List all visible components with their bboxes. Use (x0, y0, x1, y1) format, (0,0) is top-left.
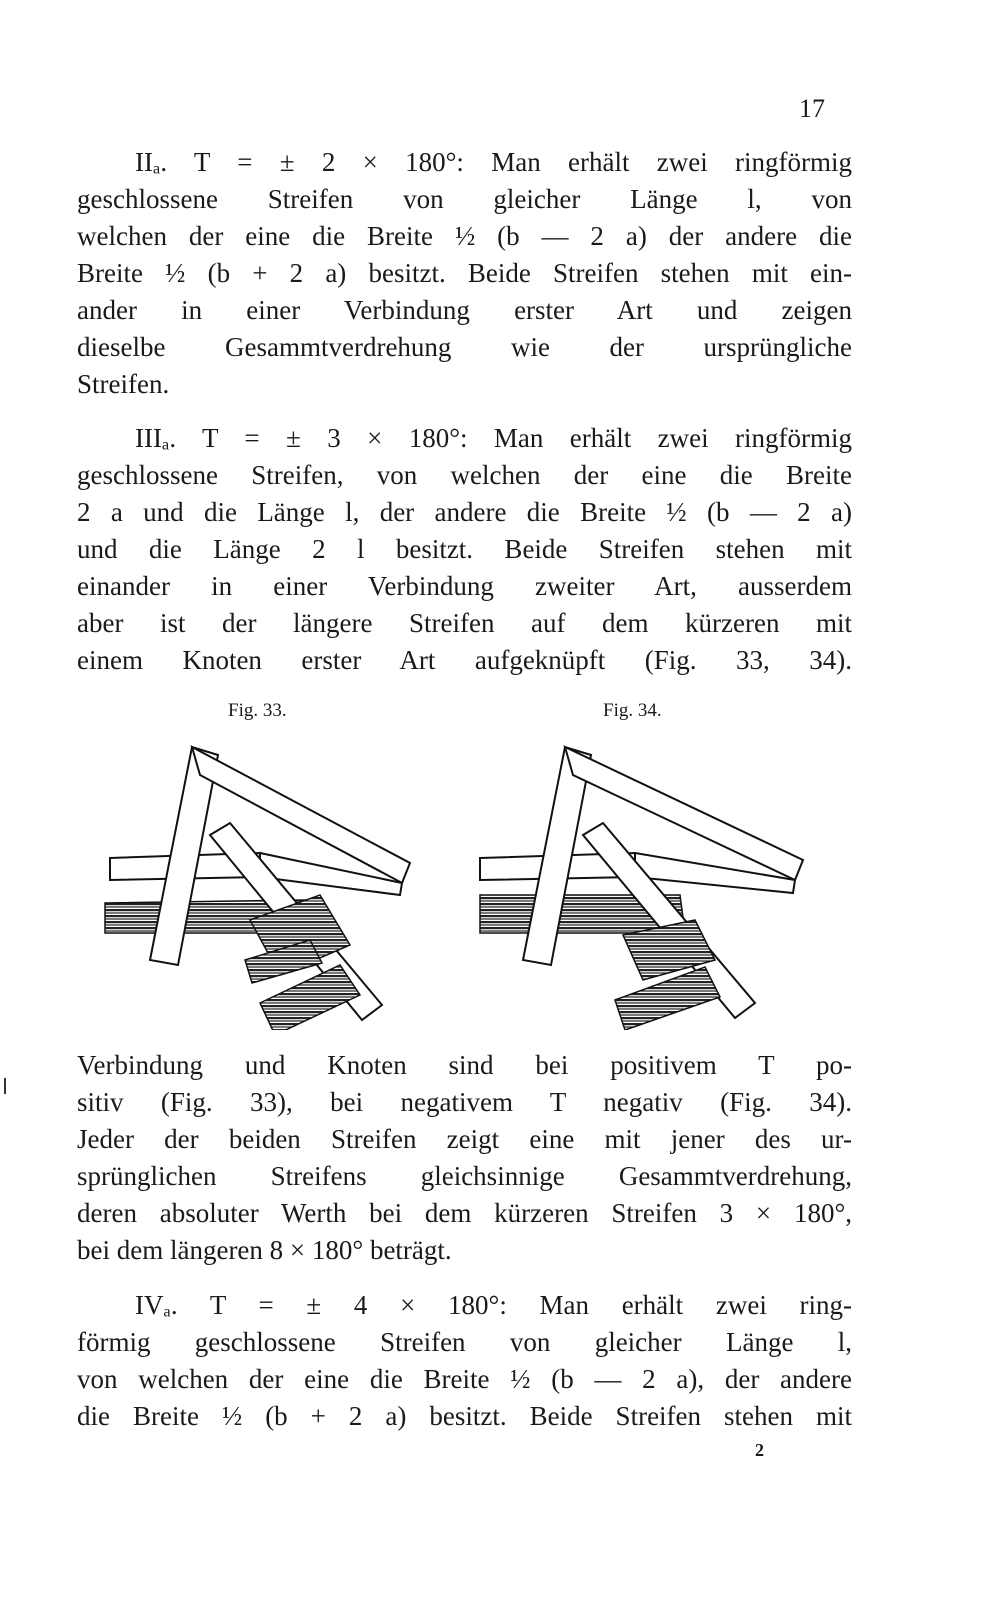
text-line: Breite ½ (b + 2 a) besitzt. Beide Streifen stehen mit ein- (77, 258, 852, 288)
paragraph-case-2a (77, 144, 852, 403)
text-line: von welchen der eine die Breite ½ (b — 2 a), der andere (77, 1364, 852, 1394)
text-line: sprünglichen Streifens gleichsinnige Gesammtverdrehung, (77, 1161, 852, 1191)
text-line: und die Länge 2 l besitzt. Beide Streifen stehen mit (77, 534, 852, 564)
text-line: aber ist der längere Streifen auf dem kürzeren mit (77, 608, 852, 638)
text-line: sitiv (Fig. 33), bei negativem T negativ (Fig. 34). (77, 1087, 852, 1117)
text-line: Jeder der beiden Streifen zeigt eine mit jener des ur- (77, 1124, 852, 1154)
text-line: IVₐ. T = ± 4 × 180°: Man erhält zwei ring- (135, 1290, 852, 1320)
paragraph-case-4a (77, 1287, 852, 1435)
signature-mark: 2 (755, 1440, 764, 1460)
text-line: Verbindung und Knoten sind bei positivem T po- (77, 1050, 852, 1080)
text-line: geschlossene Streifen von gleicher Länge l, von (77, 184, 852, 214)
text-line: 2 a und die Länge l, der andere die Breite ½ (b — 2 a) (77, 497, 852, 527)
text-line: deren absoluter Werth bei dem kürzeren Streifen 3 × 180°, (77, 1198, 852, 1228)
figure-33-knot-illustration (100, 735, 450, 1030)
margin-scratch (4, 1078, 6, 1094)
text-line: förmig geschlossene Streifen von gleicher Länge l, (77, 1327, 852, 1357)
text-line: IIIₐ. T = ± 3 × 180°: Man erhält zwei ringförmig (135, 423, 852, 453)
paragraph-sign-description (77, 1047, 852, 1269)
page-number: 17 (799, 94, 825, 123)
text-line: einem Knoten erster Art aufgeknüpft (Fig. 33, 34). (77, 645, 852, 675)
text-line: ander in einer Verbindung erster Art und zeigen (77, 295, 852, 325)
text-line: dieselbe Gesammtverdrehung wie der ursprüngliche (77, 332, 852, 362)
paragraph-case-3a (77, 420, 852, 679)
figure-34-svg (475, 735, 825, 1030)
text-line: Streifen. (77, 369, 170, 399)
figure-caption-33: Fig. 33. (228, 700, 287, 721)
figure-34-knot-illustration (475, 735, 825, 1030)
text-line: die Breite ½ (b + 2 a) besitzt. Beide Streifen stehen mit (77, 1401, 852, 1431)
text-line: geschlossene Streifen, von welchen der eine die Breite (77, 460, 852, 490)
text-line: IIₐ. T = ± 2 × 180°: Man erhält zwei ringförmig (135, 147, 852, 177)
text-line: einander in einer Verbindung zweiter Art, ausserdem (77, 571, 852, 601)
figure-caption-34: Fig. 34. (603, 700, 662, 721)
text-line: bei dem längeren 8 × 180° beträgt. (77, 1235, 452, 1265)
figure-33-svg (100, 735, 450, 1030)
text-line: welchen der eine die Breite ½ (b — 2 a) der andere die (77, 221, 852, 251)
